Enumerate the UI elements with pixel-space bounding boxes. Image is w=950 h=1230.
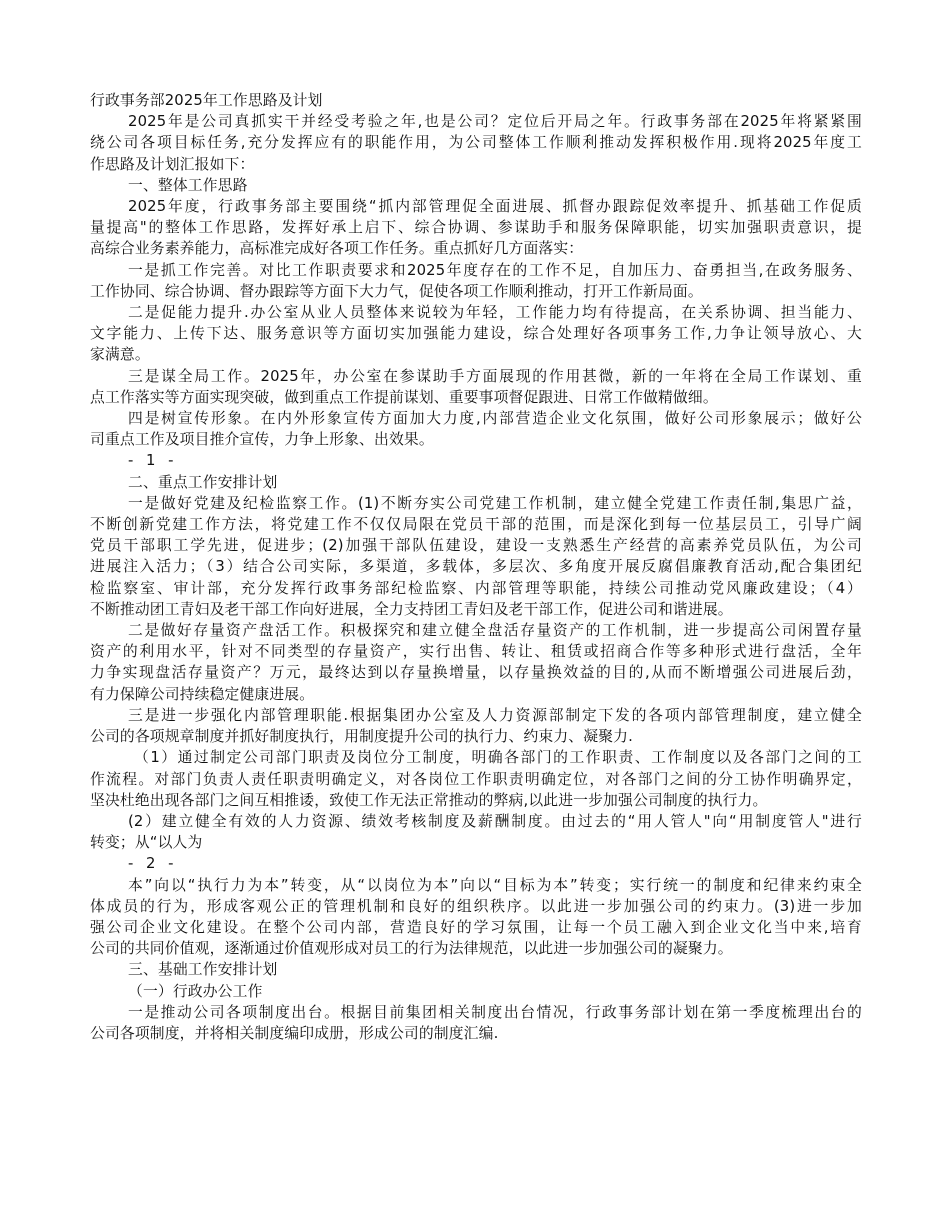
text-line: 进展注入活力；（3）结合公司实际，多渠道，多载体，多层次、多角度开展反腐倡廉教育活动,配合集团纪 [90, 558, 862, 576]
text-line: 作流程。对部门负责人责任职责明确定义，对各岗位工作职责明确定位，对各部门之间的分工协作明确界定， [90, 770, 862, 788]
text-line: 2025年是公司真抓实干并经受考验之年,也是公司？定位后开局之年。行政事务部在2025年将紧紧围 [128, 113, 862, 131]
text-line: 2025年度，行政事务部主要围绕“抓内部管理促全面进展、抓督办跟踪促效率提升、抓基础工作促质 [128, 198, 862, 216]
text-line: （1）通过制定公司部门职责及岗位分工制度，明确各部门的工作职责、工作制度以及各部门之间的工 [134, 749, 862, 767]
document-title: 行政事务部2025年工作思路及计划 [90, 92, 323, 109]
text-line: 司重点工作及项目推介宣传，力争上形象、出效果。 [90, 431, 434, 449]
text-line: 公司的各项规章制度并抓好制度执行，用制度提升公司的执行力、约束力、凝聚力. [90, 728, 633, 746]
text-line: 一、整体工作思路 [128, 176, 248, 194]
text-line: 二是做好存量资产盘活工作。积极探究和建立健全盘活存量资产的工作机制，进一步提高公司闲置存量 [128, 622, 862, 640]
text-line: 转变；从“以人为 [90, 834, 203, 852]
text-line: 公司的共同价值观，逐渐通过价值观形成对员工的行为法律规范，以此进一步加强公司的凝聚力。 [90, 940, 733, 958]
text-line: 二、重点工作安排计划 [128, 473, 278, 491]
text-line: 力争实现盘活存量资产？万元，最终达到以存量换增量，以存量换效益的目的,从而不断增强公司进展后劲， [90, 664, 862, 682]
text-line: 公司各项制度，并将相关制度编印成册，形成公司的制度汇编. [90, 1024, 499, 1042]
text-line: 一是抓工作完善。对比工作职责要求和2025年度存在的工作不足，自加压力、奋勇担当,在政务服务、 [128, 261, 862, 279]
text-line: 强公司企业文化建设。在整个公司内部，营造良好的学习氛围，让每一个员工融入到企业文化当中来,培育 [90, 918, 862, 936]
text-line: 绕公司各项目标任务,充分发挥应有的职能作用，为公司整体工作顺利推动发挥积极作用.现将2025年度工 [90, 134, 862, 152]
text-line: 三是谋全局工作。2025年，办公室在参谋助手方面展现的作用甚微，新的一年将在全局工作谋划、重 [128, 367, 862, 385]
page-number: - 1 - [128, 452, 178, 470]
text-line: 资产的利用水平，针对不同类型的存量资产，实行出售、转让、租赁或招商合作等多种形式进行盘活，全年 [90, 643, 862, 661]
text-line: 工作协同、综合协调、督办跟踪等方面下大力气，促使各项工作顺利推动，打开工作新局面。 [90, 282, 703, 300]
text-line: 量提高"的整体工作思路，发挥好承上启下、综合协调、参谋助手和服务保障职能，切实加强职责意识，提 [90, 219, 862, 237]
text-line: 不断创新党建工作方法，将党建工作不仅仅局限在党员干部的范围，而是深化到每一位基层员工，引导广阔 [90, 516, 862, 534]
text-line: 不断推动团工青妇及老干部工作向好进展，全力支持团工青妇及老干部工作，促进公司和谐进展。 [90, 600, 733, 618]
text-line: 一是推动公司各项制度出台。根据目前集团相关制度出台情况，行政事务部计划在第一季度梳理出台的 [128, 1003, 862, 1021]
text-line: 二是促能力提升.办公室从业人员整体来说较为年轻，工作能力均有待提高，在关系协调、担当能力、 [128, 304, 862, 322]
text-line: 坚决杜绝出现各部门之间互相推诿，致使工作无法正常推动的弊病,以此进一步加强公司制度的执行力。 [90, 791, 768, 809]
text-line: (2）建立健全有效的人力资源、绩效考核制度及薪酬制度。由过去的“用人管人"向“用制度管人"进行 [128, 812, 862, 830]
page-number: - 2 - [128, 855, 178, 873]
text-line: 一是做好党建及纪检监察工作。(1)不断夯实公司党建工作机制，建立健全党建工作责任制,集思广益， [128, 494, 862, 512]
text-line: 党员干部职工学先进，促进步；(2)加强干部队伍建设，建设一支熟悉生产经营的高素养党员队伍，为公司 [90, 537, 862, 555]
text-line: 点工作落实等方面实现突破，做到重点工作提前谋划、重要事项督促跟进、日常工作做精做细。 [90, 388, 718, 406]
text-line: 文字能力、上传下达、服务意识等方面切实加强能力建设，综合处理好各项事务工作,力争让领导放心、大 [90, 325, 862, 343]
text-line: 四是树宣传形象。在内外形象宣传方面加大力度,内部营造企业文化氛围，做好公司形象展示；做好公 [128, 410, 862, 428]
text-line: 检监察室、审计部，充分发挥行政事务部纪检监察、内部管理等职能，持续公司推动党风廉政建设；（4） [90, 579, 862, 597]
text-line: 家满意。 [90, 346, 150, 364]
text-line: 作思路及计划汇报如下： [90, 155, 255, 173]
text-line: 本”向以“执行力为本”转变，从“以岗位为本”向以“目标为本”转变；实行统一的制度和纪律来约束全 [128, 876, 862, 894]
text-line: 体成员的行为，形成客观公正的管理机制和良好的组织秩序。以此进一步加强公司的约束力。(3)进一步加 [90, 897, 862, 915]
text-line: 高综合业务素养能力，高标准完成好各项工作任务。重点抓好几方面落实： [90, 240, 584, 258]
text-line: （一）行政办公工作 [128, 982, 263, 1000]
text-line: 三是进一步强化内部管理职能.根据集团办公室及人力资源部制定下发的各项内部管理制度，建立健全 [128, 706, 862, 724]
text-line: 有力保障公司持续稳定健康进展。 [90, 685, 315, 703]
text-line: 三、基础工作安排计划 [128, 961, 278, 979]
document-body [90, 90, 862, 1044]
